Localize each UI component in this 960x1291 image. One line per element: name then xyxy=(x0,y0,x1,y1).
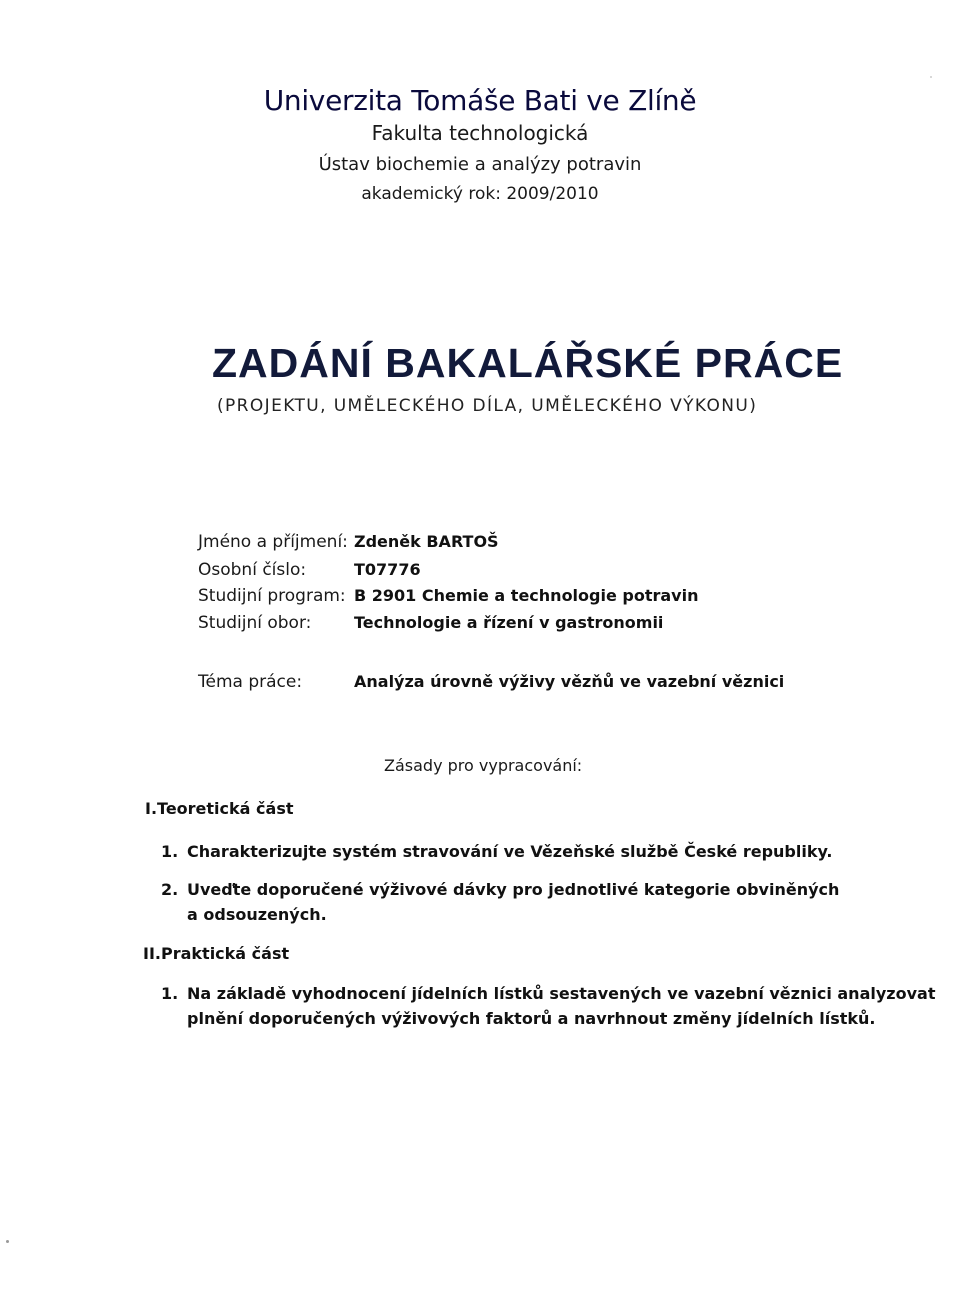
field-value-name: Zdeněk BARTOŠ xyxy=(354,532,499,551)
university-name: Univerzita Tomáše Bati ve Zlíně xyxy=(263,84,697,117)
list-item-number: 2. xyxy=(161,880,179,899)
field-label-study-field: Studijní obor: xyxy=(198,613,312,633)
list-item-text-continued: a odsouzených. xyxy=(187,905,327,924)
field-label-name: Jméno a příjmení: xyxy=(198,532,348,552)
section-heading-practical: II.Praktická část xyxy=(143,944,290,963)
list-item-number: 1. xyxy=(161,842,179,861)
list-item-text: Na základě vyhodnocení jídelních lístků sestavených ve vazební věznici analyzovat xyxy=(187,984,936,1003)
field-value-personal-number: T07776 xyxy=(354,560,421,579)
field-value-study-field: Technologie a řízení v gastronomii xyxy=(354,613,664,632)
list-item-text: Charakterizujte systém stravování ve Vězeňské službě České republiky. xyxy=(187,842,833,861)
section-heading-theoretical: I.Teoretická část xyxy=(145,799,294,818)
field-label-personal-number: Osobní číslo: xyxy=(198,560,307,580)
scan-speck xyxy=(6,1240,9,1243)
list-item-number: 1. xyxy=(161,984,179,1003)
page-title: ZADÁNÍ BAKALÁŘSKÉ PRÁCE xyxy=(212,340,844,386)
field-value-topic: Analýza úrovně výživy vězňů ve vazební věznici xyxy=(354,672,785,691)
list-item-text-continued: plnění doporučených výživových faktorů a navrhnout změny jídelních lístků. xyxy=(187,1009,876,1028)
field-label-study-program: Studijní program: xyxy=(198,586,346,606)
page-subtitle: (PROJEKTU, UMĚLECKÉHO DÍLA, UMĚLECKÉHO VÝKONU) xyxy=(217,396,758,416)
list-item-text: Uveďte doporučené výživové dávky pro jednotlivé kategorie obviněných xyxy=(187,880,840,899)
scan-speck xyxy=(930,76,932,78)
institute-name: Ústav biochemie a analýzy potravin xyxy=(318,154,642,175)
field-label-topic: Téma práce: xyxy=(198,672,303,692)
principles-heading: Zásady pro vypracování: xyxy=(384,756,583,775)
faculty-name: Fakulta technologická xyxy=(371,121,589,145)
field-value-study-program: B 2901 Chemie a technologie potravin xyxy=(354,586,699,605)
academic-year: akademický rok: 2009/2010 xyxy=(361,184,599,204)
